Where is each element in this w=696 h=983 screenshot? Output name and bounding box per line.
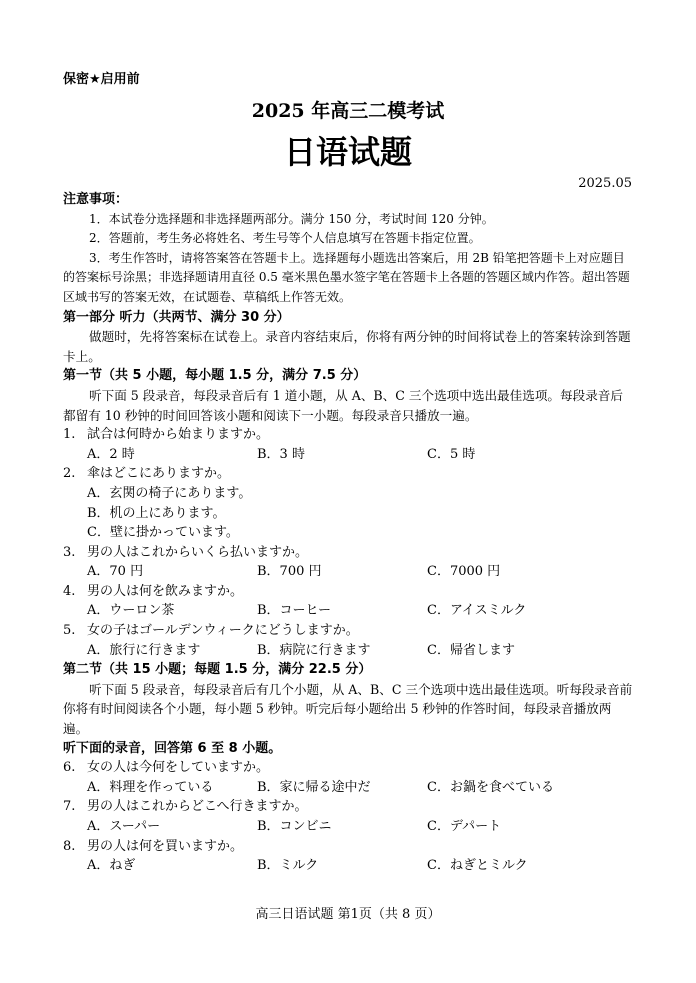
section1-heading: 第一节（共 5 小题，每小题 1.5 分，满分 7.5 分） (63, 368, 367, 384)
option-b: B．病院に行きます (257, 642, 371, 658)
question-text: 男の人はこれからいくら払いますか。 (87, 544, 309, 560)
question-text: 男の人は何を買いますか。 (87, 838, 244, 854)
option-a: A．2 時 (87, 446, 135, 462)
question-number: 5. (63, 623, 76, 639)
options-row (63, 445, 633, 465)
option-a: A．ウーロン茶 (87, 603, 175, 619)
question-number: 6. (63, 760, 76, 776)
option-c: C．ねぎとミルク (427, 858, 528, 874)
question-number: 7. (63, 799, 76, 815)
question-text: 傘はどこにありますか。 (87, 466, 231, 482)
confidential-label: 保密★启用前 (63, 72, 140, 87)
options-row (63, 601, 633, 621)
option-c: C．壁に掛かっています。 (87, 525, 239, 541)
option-b: B．コーヒー (257, 603, 332, 619)
options-row (63, 817, 633, 837)
exam-date: 2025.05 (578, 176, 632, 191)
question-text: 女の子はゴールデンウィークにどうしますか。 (87, 623, 359, 639)
question-6 (63, 758, 633, 778)
question-number: 4. (63, 583, 76, 599)
notice-heading: 注意事项： (63, 192, 129, 207)
section1-instruction: 听下面 5 段录音，每段录音后有 1 道小题，从 A、B、C 三个选项中选出最佳选项。每段录音后都留有 10 秒钟的时间回答该小题和阅读下一小题。每段录音只播放一遍。 (63, 387, 623, 423)
option-b: B．ミルク (257, 858, 319, 874)
notice-item: 2．答题前，考生务必将姓名、考生号等个人信息填写在答题卡指定位置。 (89, 231, 481, 246)
question-text: 男の人は何を飲みますか。 (87, 583, 244, 599)
question-3 (63, 543, 633, 563)
question-text: 試合は何時から始まりますか。 (87, 427, 270, 443)
question-number: 1. (63, 427, 76, 443)
option-a: A．玄関の椅子にあります。 (87, 485, 252, 501)
option-c: C．帰省します (427, 642, 515, 658)
option-b: B．机の上にあります。 (87, 505, 226, 521)
options-row (63, 641, 633, 661)
question-text: 女の人は今何をしていますか。 (87, 760, 270, 776)
options-row (63, 778, 633, 798)
subject-title: 日语试题 (283, 133, 412, 171)
option-c: C．アイスミルク (427, 603, 527, 619)
question-7 (63, 797, 633, 817)
option-a: A．料理を作っている (87, 779, 214, 795)
option-c: C．お鍋を食べている (427, 779, 554, 795)
section2-instruction: 听下面 5 段录音，每段录音后有几个小题，从 A、B、C 三个选项中选出最佳选项。听每段录音前你将有时间阅读各个小题，每小题 5 秒钟。听完后每小题给出 5 秒钟的作答时间，每段录音播放两遍。 (63, 681, 633, 737)
part1-heading: 第一部分 听力（共两节、满分 30 分） (63, 309, 290, 325)
question-number: 8. (63, 838, 76, 854)
question-number: 3. (63, 544, 76, 560)
option-a: A．旅行に行きます (87, 642, 201, 658)
page-footer: 高三日语试题 第1页（共 8 页） (255, 907, 441, 922)
question-text: 男の人はこれからどこへ行きますか。 (87, 799, 308, 815)
option-b: B．コンビニ (257, 819, 332, 834)
option-c: C．デパート (427, 819, 502, 834)
part1-instruction: 做题时，先将答案标在试卷上。录音内容结束后，你将有两分钟的时间将试卷上的答案转涂到答题卡上。 (63, 329, 631, 364)
exam-title: 2025 年高三二模考试 (251, 100, 445, 122)
option-b: B．700 円 (257, 564, 322, 580)
notice-item: 1．本试卷分选择题和非选择题两部分。满分 150 分，考试时间 120 分钟。 (89, 211, 494, 226)
question-2 (63, 464, 633, 484)
group-heading: 听下面的录音，回答第 6 至 8 小题。 (63, 740, 282, 756)
option-a: A．ねぎ (87, 858, 136, 874)
option-c: C．5 時 (427, 446, 476, 462)
options-row (63, 856, 633, 876)
question-8 (63, 837, 633, 857)
options-row (63, 562, 633, 582)
option-a: A．70 円 (87, 564, 144, 580)
section2-heading: 第二节（共 15 小题；每题 1.5 分，满分 22.5 分） (63, 662, 372, 678)
option-a: A．スーパー (87, 819, 161, 834)
exam-content (63, 190, 633, 876)
notice-item: 3．考生作答时，请将答案答在答题卡上。选择题每小题选出答案后，用 2B 铅笔把答题卡上对应题目的答案标号涂黑；非选择题请用直径 0.5 毫米黑色墨水签字笔在答题卡上各题的答题区域内作答。超出答题区域书写的答案无效，在试题卷、草稿纸上作答无效。 (63, 250, 630, 304)
question-5 (63, 621, 633, 641)
option-c: C．7000 円 (427, 564, 501, 580)
option-b: B．3 時 (257, 446, 305, 462)
question-4 (63, 582, 633, 602)
question-number: 2. (63, 466, 76, 482)
question-1 (63, 425, 633, 445)
option-b: B．家に帰る途中だ (257, 779, 371, 795)
